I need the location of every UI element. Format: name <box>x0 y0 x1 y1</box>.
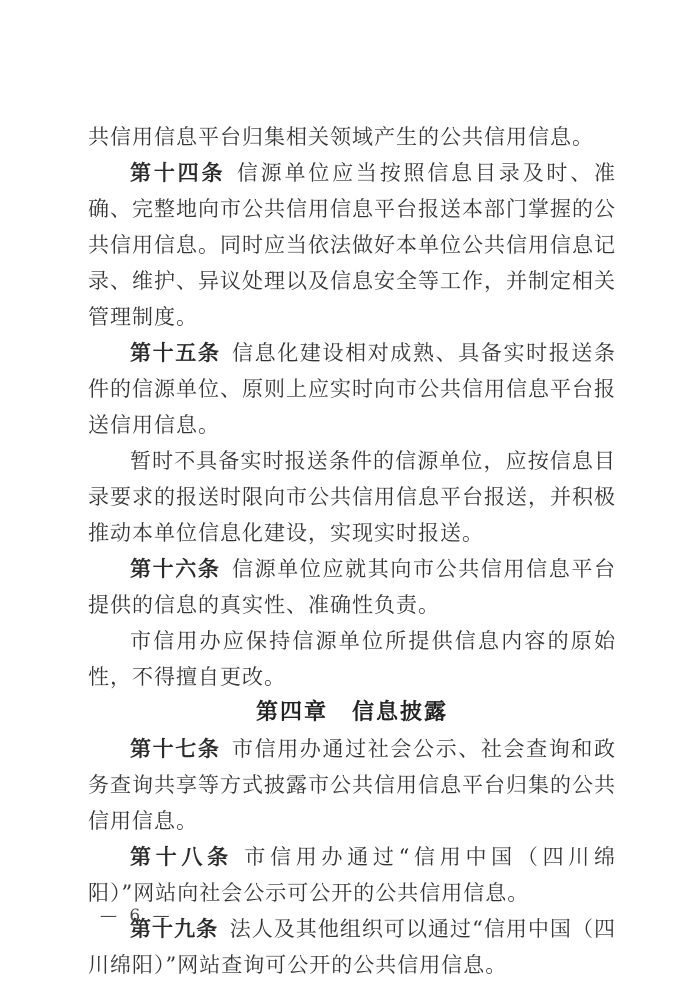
paragraph-text: 市信用办通过社会公示、社会查询和政务查询共享等方式披露市公共信用信息平台归集的公共信用信息。 <box>88 737 617 833</box>
paragraph-text: 信息化建设相对成熟、具备实时报送条件的信源单位、原则上应实时向市公共信用信息平台报送信用信息。 <box>88 341 617 437</box>
paragraph-article-14 <box>88 155 616 335</box>
paragraph-article-18 <box>88 839 616 911</box>
page-number: — 6 — <box>100 906 172 926</box>
paragraph-article-17 <box>88 731 616 839</box>
paragraph-text: 信源单位应当按照信息目录及时、准确、完整地向市公共信用信息平台报送本部门掌握的公共信用信息。同时应当依法做好本单位公共信用信息记录、维护、异议处理以及信息安全等工作，并制定相关管理制度。 <box>88 161 617 329</box>
document-body <box>88 119 616 983</box>
chapter-heading: 第四章 信息披露 <box>255 700 448 725</box>
article-number: 第十九条 <box>130 916 219 941</box>
article-number: 第十七条 <box>130 736 221 761</box>
paragraph-article-16-clause-2 <box>88 623 616 695</box>
paragraph-text: 市信用办通过“信用中国（四川绵阳）”网站向社会公示可公开的公共信用信息。 <box>88 845 616 905</box>
paragraph-article-16 <box>88 551 616 623</box>
article-number: 第十五条 <box>130 340 221 365</box>
paragraph-text: 市信用办应保持信源单位所提供信息内容的原始性，不得擅自更改。 <box>88 629 616 689</box>
paragraph-continuation <box>88 119 616 155</box>
paragraph-text: 法人及其他组织可以通过“信用中国（四川绵阳）”网站查询可公开的公共信用信息。 <box>88 917 617 977</box>
paragraph-text: 信源单位应就其向市公共信用信息平台提供的信息的真实性、准确性负责。 <box>88 557 617 617</box>
article-number: 第十六条 <box>130 556 221 581</box>
article-number: 第十八条 <box>130 844 233 869</box>
paragraph-article-15-clause-2 <box>88 443 616 551</box>
paragraph-text: 共信用信息平台归集相关领域产生的公共信用信息。 <box>88 125 594 149</box>
paragraph-text: 暂时不具备实时报送条件的信源单位，应按信息目录要求的报送时限向市公共信用信息平台报送，并积极推动本单位信息化建设，实现实时报送。 <box>88 449 616 545</box>
paragraph-article-15 <box>88 335 616 443</box>
article-number: 第十四条 <box>130 160 226 185</box>
